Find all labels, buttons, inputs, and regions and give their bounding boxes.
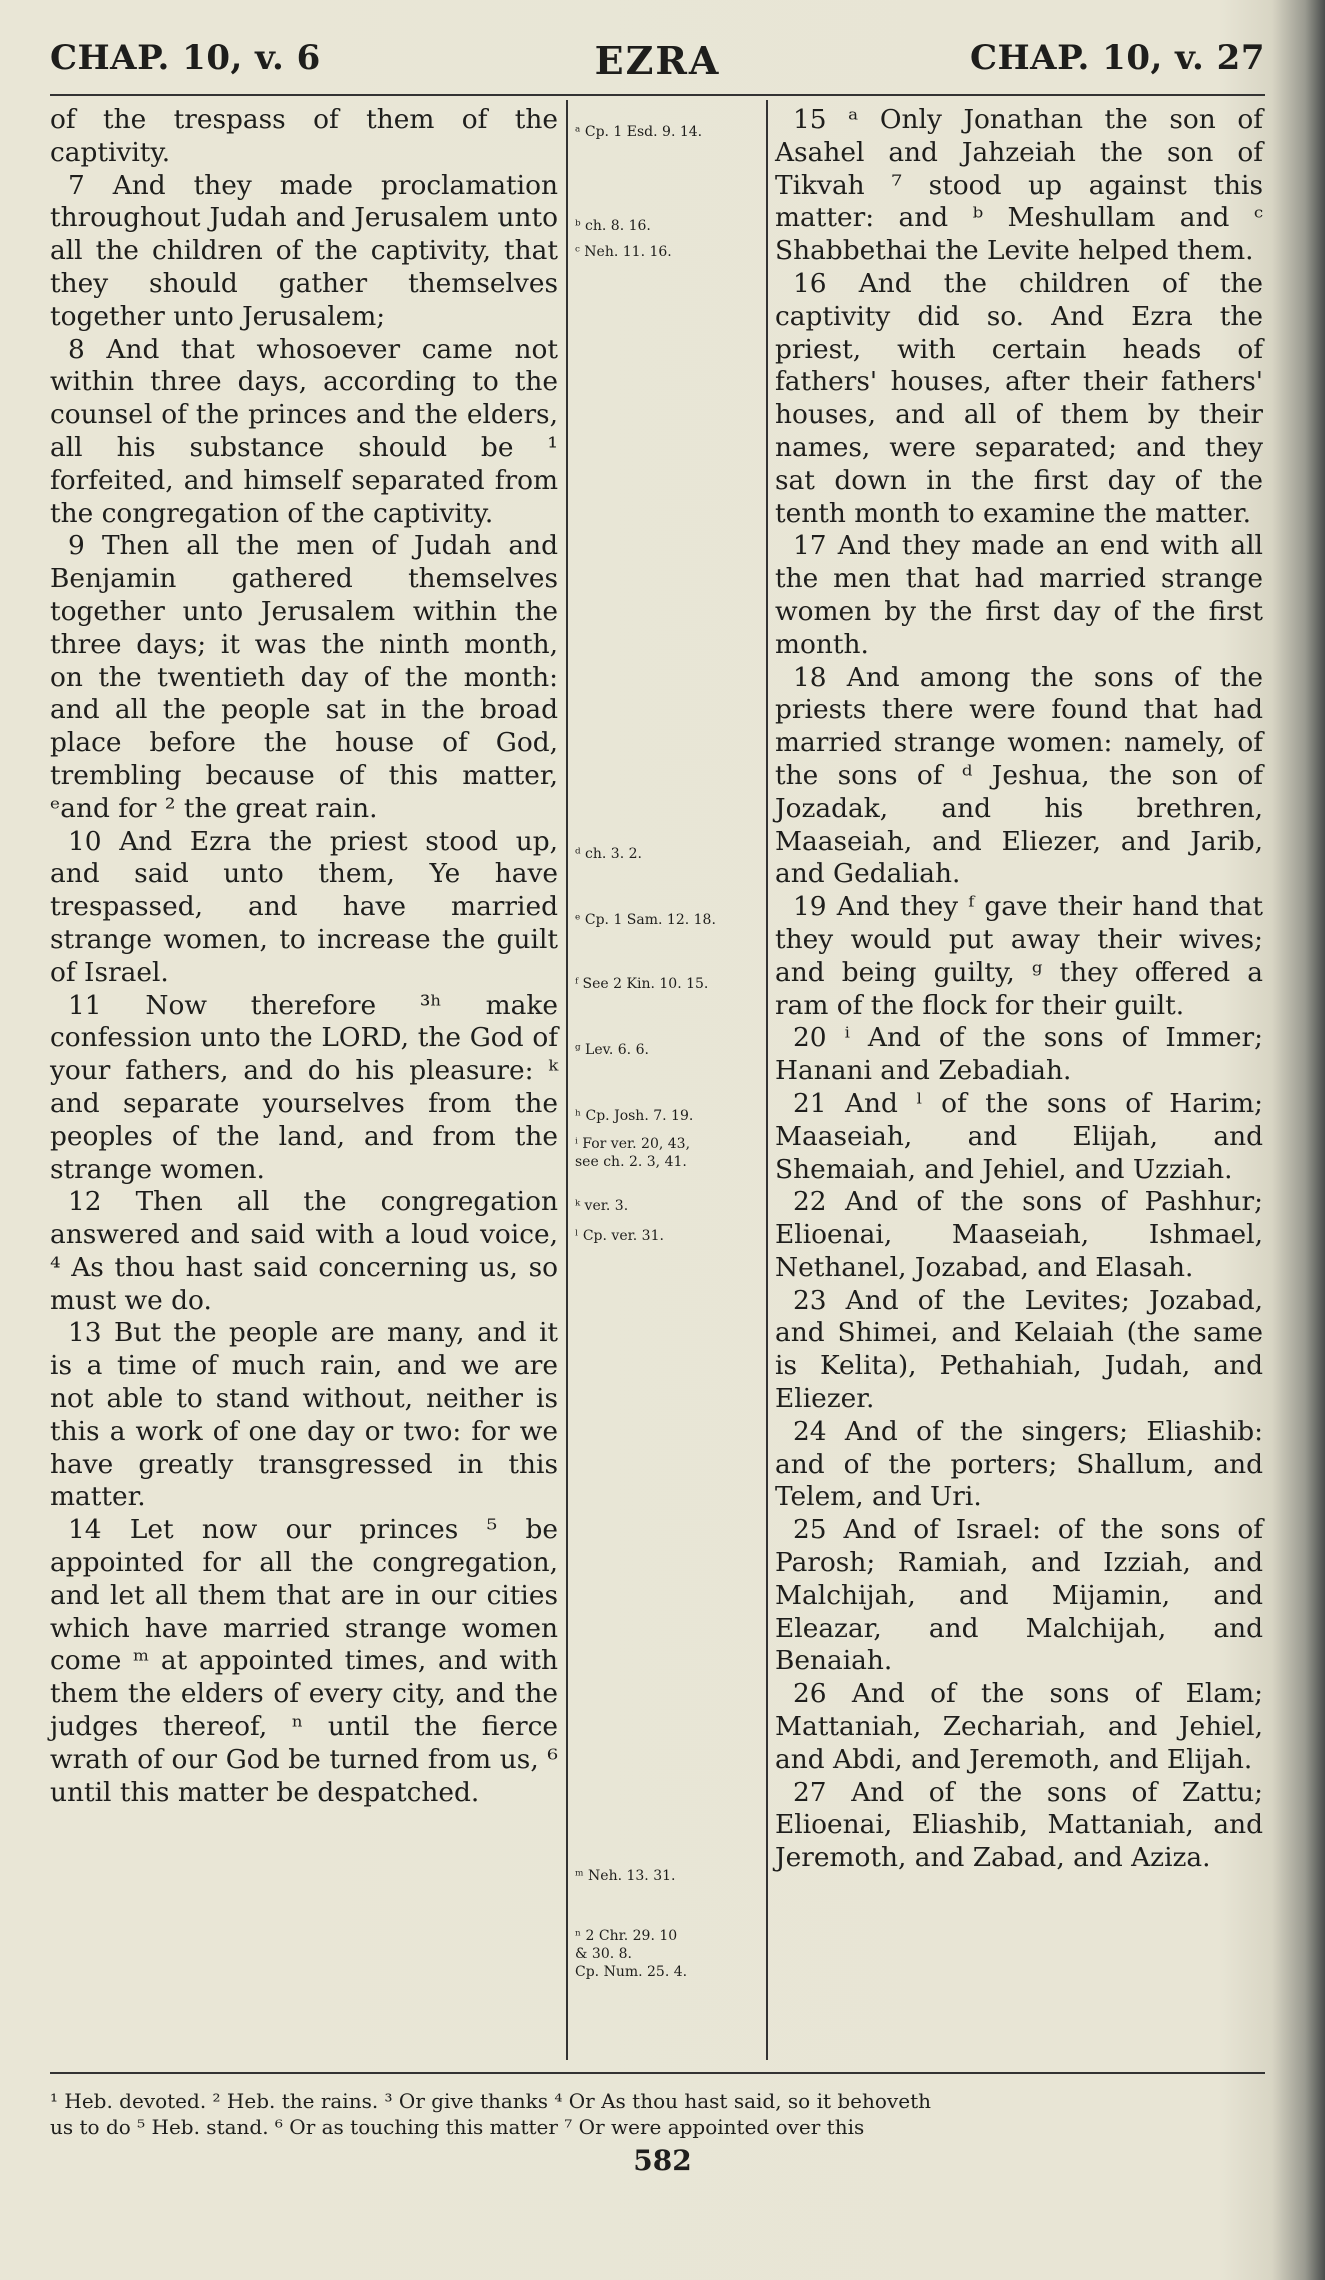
margin-note: ʰ Cp. Josh. 7. 19. (575, 1108, 694, 1124)
footnotes (50, 2088, 1265, 2140)
margin-note: ᶜ Neh. 11. 16. (575, 244, 672, 260)
verse-10: 10 And Ezra the priest stood up, and said unto them, Ye have trespassed, and have married strange women, to increase the guilt of Israel. (50, 825, 558, 988)
margin-note: ᶠ See 2 Kin. 10. 15. (575, 976, 709, 992)
verse-17: 17 And they made an end with all the men that had married strange women by the first day of the first month. (775, 530, 1263, 660)
footnote-line: ¹ Heb. devoted. ² Heb. the rains. ³ Or give thanks ⁴ Or As thou hast said, so it behoveth (50, 2089, 931, 2113)
header-left-reference: CHAP. 10, v. 6 (50, 38, 321, 78)
verse-14: 14 Let now our princes ⁵ be appointed for all the congregation, and let all them that are in our cities which have married strange women come ᵐ at appointed times, and with them the elders of every city, and the judges thereof, ⁿ until the fierce wrath of our God be turned from us, ⁶ until this matter be despatched. (50, 1514, 558, 1808)
margin-note: ⁱ For ver. 20, 43, (575, 1136, 691, 1152)
right-text-column (775, 104, 1263, 1875)
header-rule (50, 94, 1265, 96)
verse-22: 22 And of the sons of Pashhur; Elioenai, Maaseiah, Ishmael, Nethanel, Jozabad, and Elasah. (775, 1186, 1263, 1283)
verse-16: 16 And the children of the captivity did so. And Ezra the priest, with certain heads of fathers' houses, after their fathers' houses, and all of them by their names, were separated; and they sat down in the first day of the tenth month to examine the matter. (775, 267, 1263, 529)
verse-23: 23 And of the Levites; Jozabad, and Shimei, and Kelaiah (the same is Kelita), Pethahiah, Judah, and Eliezer. (775, 1284, 1263, 1415)
margin-note: ᵇ ch. 8. 16. (575, 218, 651, 234)
margin-note: ᵈ ch. 3. 2. (575, 846, 642, 862)
margin-note: ᵏ ver. 3. (575, 1198, 629, 1214)
verse-19: 19 And they ᶠ gave their hand that they would put away their wives; and being guilty, ᵍ they offered a ram of the flock for their guilt. (775, 891, 1263, 1021)
verse-27: 27 And of the sons of Zattu; Elioenai, Eliashib, Mattaniah, and Jeremoth, and Zabad, and Aziza. (775, 1776, 1263, 1874)
verse-12: 12 Then all the congregation answered and said with a loud voice, ⁴ As thou hast said concerning us, so must we do. (50, 1186, 558, 1316)
header-right-reference: CHAP. 10, v. 27 (970, 38, 1265, 78)
verse-15: 15 ᵃ Only Jonathan the son of Asahel and Jahzeiah the son of Tikvah ⁷ stood up against this matter: and ᵇ Meshullam and ᶜ Shabbethai the Levite helped them. (775, 104, 1263, 267)
verse-9: 9 Then all the men of Judah and Benjamin gathered themselves together unto Jerusalem within the three days; it was the ninth month, on the twentieth day of the month: and all the people sat in the broad place before the house of God, trembling because of this matter, ᵉand for ² the great rain. (50, 530, 558, 824)
verse-13: 13 But the people are many, and it is a time of much rain, and we are not able to stand without, neither is this a work of one day or two: for we have greatly transgressed in this matter. (50, 1317, 558, 1513)
margin-note: see ch. 2. 3, 41. (575, 1154, 687, 1170)
running-header (50, 38, 1265, 88)
verse-8: 8 And that whosoever came not within three days, according to the counsel of the princes and the elders, all his substance should be ¹ forfeited, and himself separated from the congregation of the captivity. (50, 333, 558, 529)
margin-note: ⁿ 2 Chr. 29. 10 (575, 1928, 678, 1944)
verse-7: 7 And they made proclamation throughout Judah and Jerusalem unto all the children of the captivity, that they should gather themselves together unto Jerusalem; (50, 169, 558, 332)
verse-18: 18 And among the sons of the priests there were found that had married strange women: namely, of the sons of ᵈ Jeshua, the son of Jozadak, and his brethren, Maaseiah, and Eliezer, and Jarib, and Gedaliah. (775, 661, 1263, 890)
footnote-line: us to do ⁵ Heb. stand. ⁶ Or as touching this matter ⁷ Or were appointed over this (50, 2115, 865, 2139)
margin-note: ᵍ Lev. 6. 6. (575, 1042, 649, 1058)
verse-26: 26 And of the sons of Elam; Mattaniah, Zechariah, and Jehiel, and Abdi, and Jeremoth, and Elijah. (775, 1678, 1263, 1775)
margin-note: ᵉ Cp. 1 Sam. 12. 18. (575, 912, 716, 928)
margin-note: ˡ Cp. ver. 31. (575, 1228, 664, 1244)
verse-21: 21 And ˡ of the sons of Harim; Maaseiah, and Elijah, and Shemaiah, and Jehiel, and Uzziah. (775, 1087, 1263, 1185)
page-number: 582 (633, 2144, 692, 2177)
margin-note: ᵐ Neh. 13. 31. (575, 1868, 676, 1884)
margin-note: ᵃ Cp. 1 Esd. 9. 14. (575, 124, 703, 140)
book-title: EZRA (594, 38, 721, 83)
margin-note: Cp. Num. 25. 4. (575, 1964, 688, 1980)
verse-11: 11 Now therefore ³ʰ make confession unto the LORD, the God of your fathers, and do his pleasure: ᵏ and separate yourselves from the peoples of the land, and from the strange women. (50, 989, 558, 1185)
verse-6-end: of the trespass of them of the captivity. (50, 104, 558, 168)
footnote-rule (50, 2072, 1265, 2074)
verse-25: 25 And of Israel: of the sons of Parosh; Ramiah, and Izziah, and Malchijah, and Mijamin, and Eleazar, and Malchijah, and Benaiah. (775, 1514, 1263, 1677)
verse-24: 24 And of the singers; Eliashib: and of the porters; Shallum, and Telem, and Uri. (775, 1415, 1263, 1513)
left-text-column (50, 104, 558, 1809)
column-rule-right (766, 100, 768, 2060)
column-rule-left (566, 100, 568, 2060)
verse-20: 20 ⁱ And of the sons of Immer; Hanani and Zebadiah. (775, 1022, 1263, 1087)
margin-note: & 30. 8. (575, 1946, 632, 1962)
